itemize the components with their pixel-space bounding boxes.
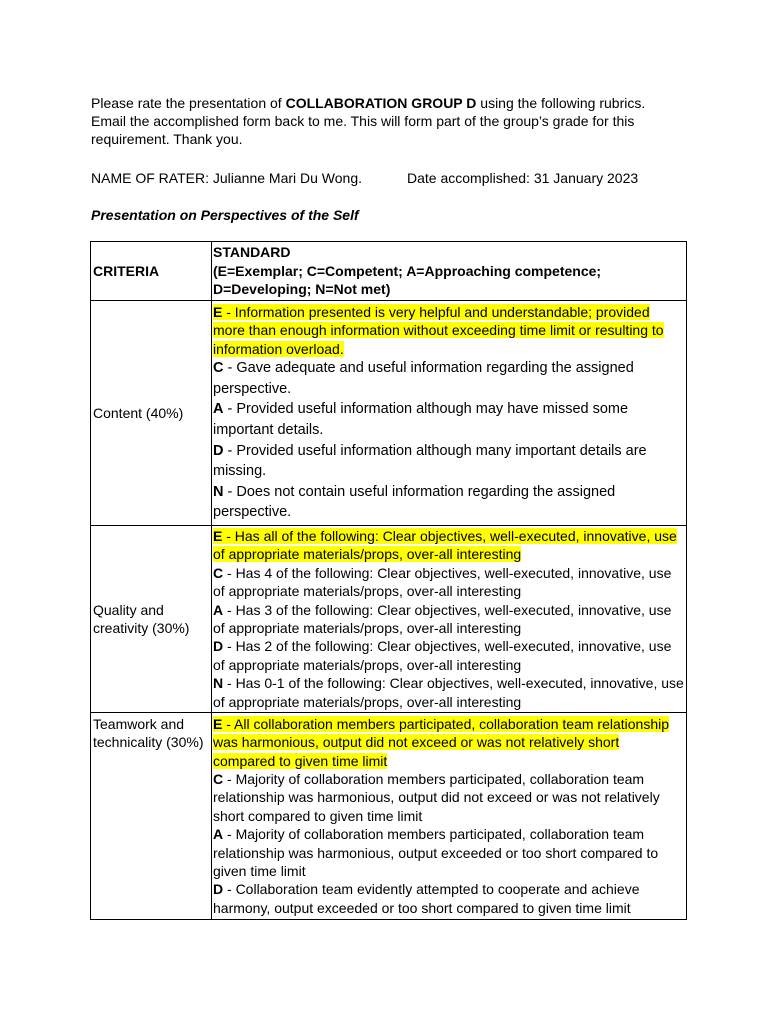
standard-item-a: A - Has 3 of the following: Clear objectives, well-executed, innovative, use of appropriate materials/props, over-all interesting (213, 601, 672, 636)
standard-item-e: E - Has all of the following: Clear objectives, well-executed, innovative, use of appropriate materials/props, over-all interesting (213, 527, 677, 563)
criteria-header: CRITERIA (91, 242, 212, 301)
standard-item-d: D - Collaboration team evidently attempted to cooperate and achieve harmony, output exceeded or too short compared to given time limit (213, 881, 640, 916)
date-label: Date accomplished: (407, 170, 534, 186)
rater-label: NAME OF RATER: (91, 170, 213, 186)
standard-header (212, 242, 687, 301)
standard-item-n: N - Has 0-1 of the following: Clear objectives, well-executed, innovative, use of appropriate materials/props, over-all interesting (213, 675, 684, 710)
table-row (91, 526, 687, 713)
table-row (91, 301, 687, 526)
standard-item-e: E - All collaboration members participated, collaboration team relationship was harmonious, output did not exceed or was not relatively short compared to given time limit (213, 715, 670, 769)
standard-cell (212, 301, 687, 526)
standard-title: STANDARD (213, 244, 291, 261)
standard-item-e: E - Information presented is very helpful and understandable; provided more than enough information without exceeding time limit or resulting to information overload. (213, 304, 664, 357)
table-header-row (91, 242, 687, 301)
standard-item-d: D - Has 2 of the following: Clear objectives, well-executed, innovative, use of appropriate materials/props, over-all interesting (213, 638, 672, 673)
criteria-quality: Quality and creativity (30%) (91, 526, 212, 713)
intro-text-after: using the following rubrics. Email the accomplished form back to me. This will form part of the group’s grade for this requirement. Thank you. (91, 95, 646, 147)
standard-cell (212, 713, 687, 920)
standard-item-a: A - Provided useful information although may have missed some important details. (213, 401, 629, 439)
rubric-table (90, 241, 687, 920)
group-name: COLLABORATION GROUP D (285, 95, 477, 111)
standard-item-n: N - Does not contain useful information regarding the assigned perspective. (213, 483, 616, 521)
standard-item-c: C - Has 4 of the following: Clear objectives, well-executed, innovative, use of appropriate materials/props, over-all interesting (213, 564, 672, 600)
rater-name: Julianne Mari Du Wong. (212, 170, 363, 186)
rater-line (91, 169, 362, 187)
criteria-teamwork: Teamwork and technicality (30%) (91, 713, 212, 920)
date-line (407, 169, 638, 187)
criteria-content: Content (40%) (91, 301, 212, 526)
presentation-title: Presentation on Perspectives of the Self (91, 207, 359, 223)
intro-paragraph (91, 94, 681, 148)
standard-legend: (E=Exemplar; C=Competent; A=Approaching competence; D=Developing; N=Not met) (213, 262, 602, 298)
intro-text-before: Please rate the presentation of (91, 95, 286, 111)
standard-item-d: D - Provided useful information although many important details are missing. (213, 442, 647, 480)
date-value: 31 January 2023 (533, 170, 639, 186)
standard-item-c: C - Gave adequate and useful information regarding the assigned perspective. (213, 360, 634, 397)
standard-item-c: C - Majority of collaboration members participated, collaboration team relationship was harmonious, output did not exceed or was not relatively short compared to given time limit (213, 770, 660, 824)
standard-item-a: A - Majority of collaboration members participated, collaboration team relationship was harmonious, output exceeded or too short compared to given time limit (213, 826, 659, 880)
table-row (91, 713, 687, 920)
standard-cell (212, 526, 687, 713)
